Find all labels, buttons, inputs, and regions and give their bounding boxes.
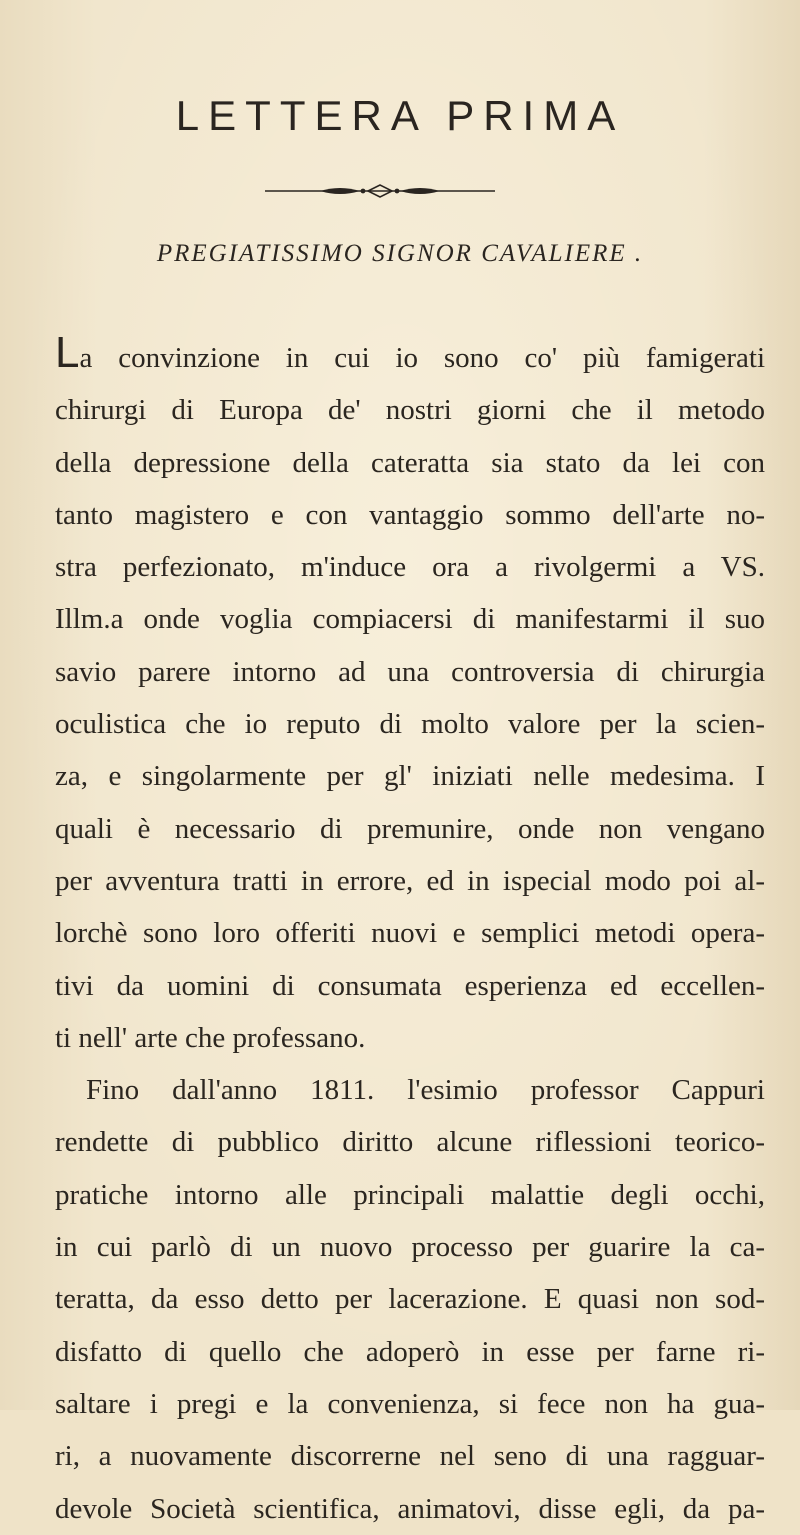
text-line: devole Società scientifica, animatovi, disse egli, da pa- <box>55 1492 765 1525</box>
text-line: quali è necessario di premunire, onde non vengano <box>55 812 765 845</box>
text-line: Illm.a onde voglia compiacersi di manifestarmi il suo <box>55 603 765 636</box>
text-line: ti nell' arte che professano. <box>55 1021 366 1054</box>
text-line: teratta, da esso detto per lacerazione. E quasi non sod- <box>55 1283 765 1316</box>
text-line: in cui parlò di un nuovo processo per guarire la ca- <box>55 1231 765 1264</box>
text-line: savio parere intorno ad una controversia di chirurgia <box>55 655 765 688</box>
text-line: tivi da uomini di consumata esperienza ed eccellen- <box>55 969 765 1002</box>
text-line: saltare i pregi e la convenienza, si fece non ha gua- <box>55 1387 765 1420</box>
text-line: della depressione della cateratta sia stato da lei con <box>55 446 765 479</box>
text-line: rendette di pubblico diritto alcune riflessioni teorico- <box>55 1126 765 1159</box>
text-line: chirurgi di Europa de' nostri giorni che il metodo <box>55 394 765 427</box>
text-line: lorchè sono loro offeriti nuovi e semplici metodi opera- <box>55 917 765 950</box>
text-line: tanto magistero e con vantaggio sommo dell'arte no- <box>55 498 765 531</box>
body-text <box>55 328 766 1535</box>
text-line: pratiche intorno alle principali malattie degli occhi, <box>55 1178 765 1211</box>
text-line: za, e singolarmente per gl' iniziati nelle medesima. I <box>55 760 765 793</box>
chapter-heading: LETTERA PRIMA <box>175 92 625 139</box>
text-line: ri, a nuovamente discorrerne nel seno di una ragguar- <box>55 1440 765 1473</box>
line-text: convinzione in cui io sono co' più famigerati <box>118 342 766 374</box>
text-line: per avventura tratti in errore, ed in ispecial modo poi al- <box>55 864 765 897</box>
drop-cap-initial: L <box>55 328 80 377</box>
drop-cap-rest: a <box>79 342 93 374</box>
salutation: PREGIATISSIMO SIGNOR CAVALIERE . <box>156 240 644 267</box>
text-line: stra perfezionato, m'induce ora a rivolgermi a VS. <box>55 551 765 584</box>
text-line: Fino dall'anno 1811. l'esimio professor Cappuri <box>86 1074 765 1107</box>
ornamental-rule <box>265 182 495 200</box>
text-line <box>55 328 766 384</box>
text-line: disfatto di quello che adoperò in esse per farne ri- <box>55 1335 765 1368</box>
text-line: oculistica che io reputo di molto valore per la scien- <box>55 708 765 741</box>
